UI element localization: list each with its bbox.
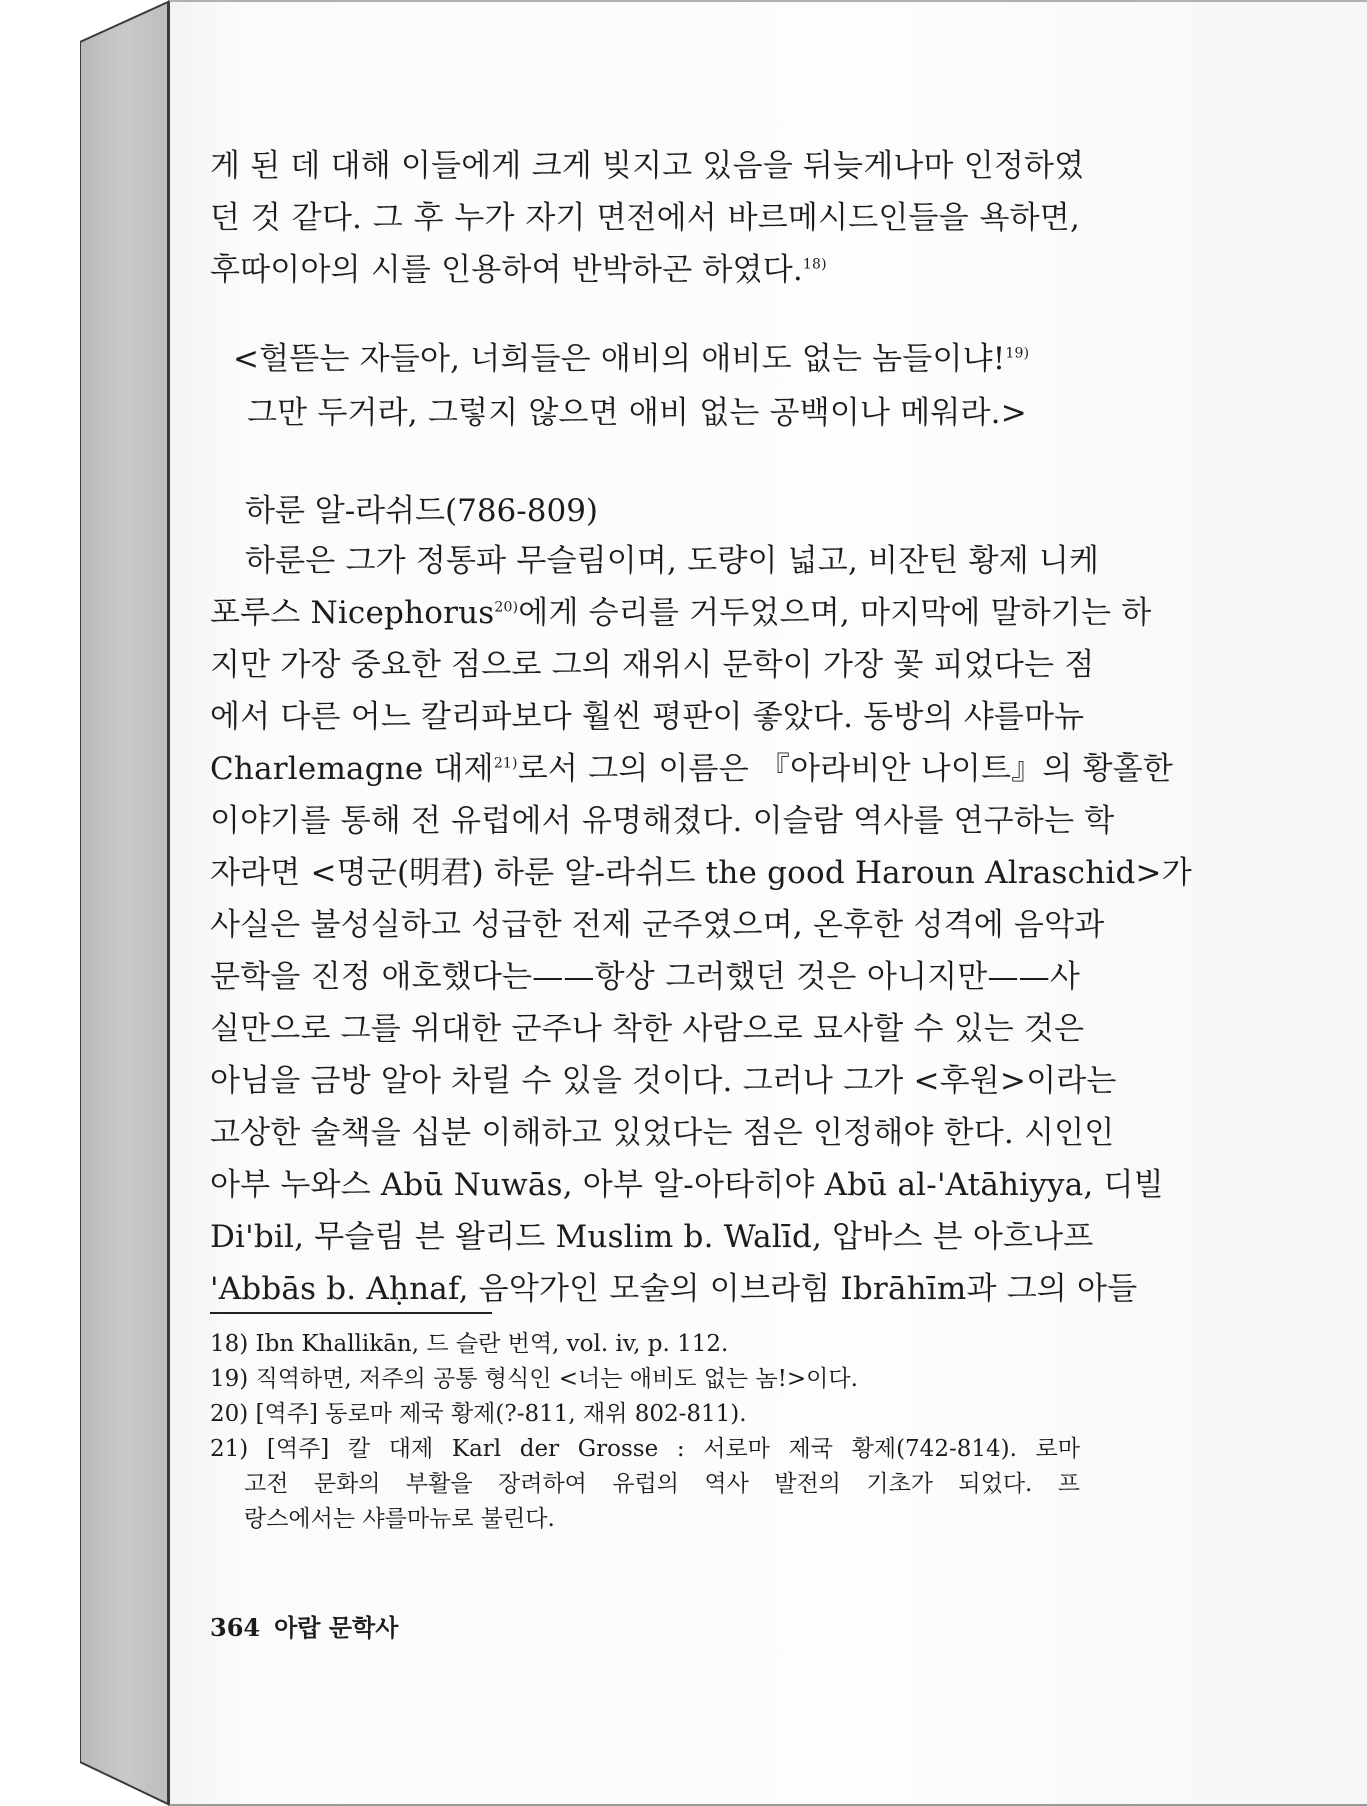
footnote-18: 18) Ibn Khallikān, 드 슬란 번역, vol. iv, p. 112. — [210, 1331, 729, 1357]
text-line: 아님을 금방 알아 차릴 수 있을 것이다. 그러나 그가 <후원>이라는 — [210, 1063, 1117, 1099]
text-line: 이야기를 통해 전 유럽에서 유명해졌다. 이슬람 역사를 연구하는 학 — [210, 803, 1115, 839]
text-line: 하룬은 그가 정통파 무슬림이며, 도량이 넓고, 비잔틴 황제 니케 — [245, 543, 1100, 579]
text-line: 사실은 불성실하고 성급한 전제 군주였으며, 온후한 성격에 음악과 — [210, 907, 1105, 943]
text-line: 지만 가장 중요한 점으로 그의 재위시 문학이 가장 꽃 피었다는 점 — [210, 647, 1095, 683]
footnote-divider — [210, 1312, 492, 1314]
text-line: 게 된 데 대해 이들에게 크게 빚지고 있음을 뒤늦게나마 인정하였 — [210, 148, 1085, 184]
text-line: Charlemagne 대제$^{21)}$로서 그의 이름은 『아라비안 나이트』의 황홀한 — [210, 751, 1174, 787]
text-line: 고상한 술책을 십분 이해하고 있었다는 점은 인정해야 한다. 시인인 — [210, 1115, 1115, 1151]
verse-line: 그만 두거라, 그렇지 않으면 애비 없는 공백이나 메워라.> — [247, 395, 1027, 431]
text-line: 아부 누와스 Abū Nuwās, 아부 알-아타히야 Abū al-'Atāhiyya, 디빌 — [210, 1167, 1164, 1203]
page-footer — [210, 1612, 398, 1644]
text-line: 실만으로 그를 위대한 군주나 착한 사람으로 묘사할 수 있는 것은 — [210, 1011, 1085, 1047]
text-line: Di'bil, 무슬림 븐 왈리드 Muslim b. Walīd, 압바스 븐 아흐나프 — [210, 1219, 1094, 1255]
footnote-ref-20[interactable]: 20) — [494, 599, 519, 616]
text-line: 자라면 <명군(明君) 하룬 알-라쉬드 the good Haroun Alraschid>가 — [210, 855, 1192, 891]
verse-line: <헐뜯는 자들아, 너희들은 애비의 애비도 없는 놈들이냐!$^{19)}$ — [233, 341, 1030, 377]
section-heading: 하룬 알-라쉬드(786-809) — [245, 493, 599, 529]
footnote-21: 21) [역주] 칼 대제 Karl der Grosse : 서로마 제국 황제(742-814). 로마 — [210, 1436, 1080, 1462]
page-number: 364 — [210, 1613, 261, 1642]
footnote-21-continued: 고전 문화의 부활을 장려하여 유럽의 역사 발전의 기초가 되었다. 프 — [244, 1471, 1080, 1497]
text-line: 후따이아의 시를 인용하여 반박하곤 하였다.$^{18)}$ — [210, 252, 827, 288]
text-line: 던 것 같다. 그 후 누가 자기 면전에서 바르메시드인들을 욕하면, — [210, 200, 1080, 236]
footnote-ref-21[interactable]: 21) — [493, 755, 518, 772]
paragraph-main — [210, 535, 1192, 1315]
text-line: 'Abbās b. Aḥnaf, 음악가인 모술의 이브라힘 Ibrāhīm과 그의 아들 — [210, 1271, 1138, 1307]
text-line: 에서 다른 어느 칼리파보다 훨씬 평판이 좋았다. 동방의 샤를마뉴 — [210, 699, 1085, 735]
footnote-19: 19) 직역하면, 저주의 공통 형식인 <너는 애비도 없는 놈!>이다. — [210, 1366, 858, 1392]
footnote-ref-19[interactable]: 19) — [1005, 345, 1030, 362]
paragraph-opening — [210, 140, 1085, 296]
footnote-20: 20) [역주] 동로마 제국 황제(?-811, 재위 802-811). — [210, 1401, 747, 1427]
footnotes — [210, 1327, 1080, 1537]
running-title: 아랍 문학사 — [274, 1613, 399, 1642]
text-line: 포루스 Nicephorus$^{20)}$에게 승리를 거두었으며, 마지막에 말하기는 하 — [210, 595, 1152, 631]
text-line: 문학을 진정 애호했다는——항상 그러했던 것은 아니지만——사 — [210, 959, 1080, 995]
book-spine-edge — [80, 0, 170, 1806]
footnote-ref-18[interactable]: 18) — [802, 256, 827, 273]
footnote-21-continued: 랑스에서는 샤를마뉴로 불린다. — [244, 1506, 555, 1532]
verse-quote — [233, 332, 1093, 440]
